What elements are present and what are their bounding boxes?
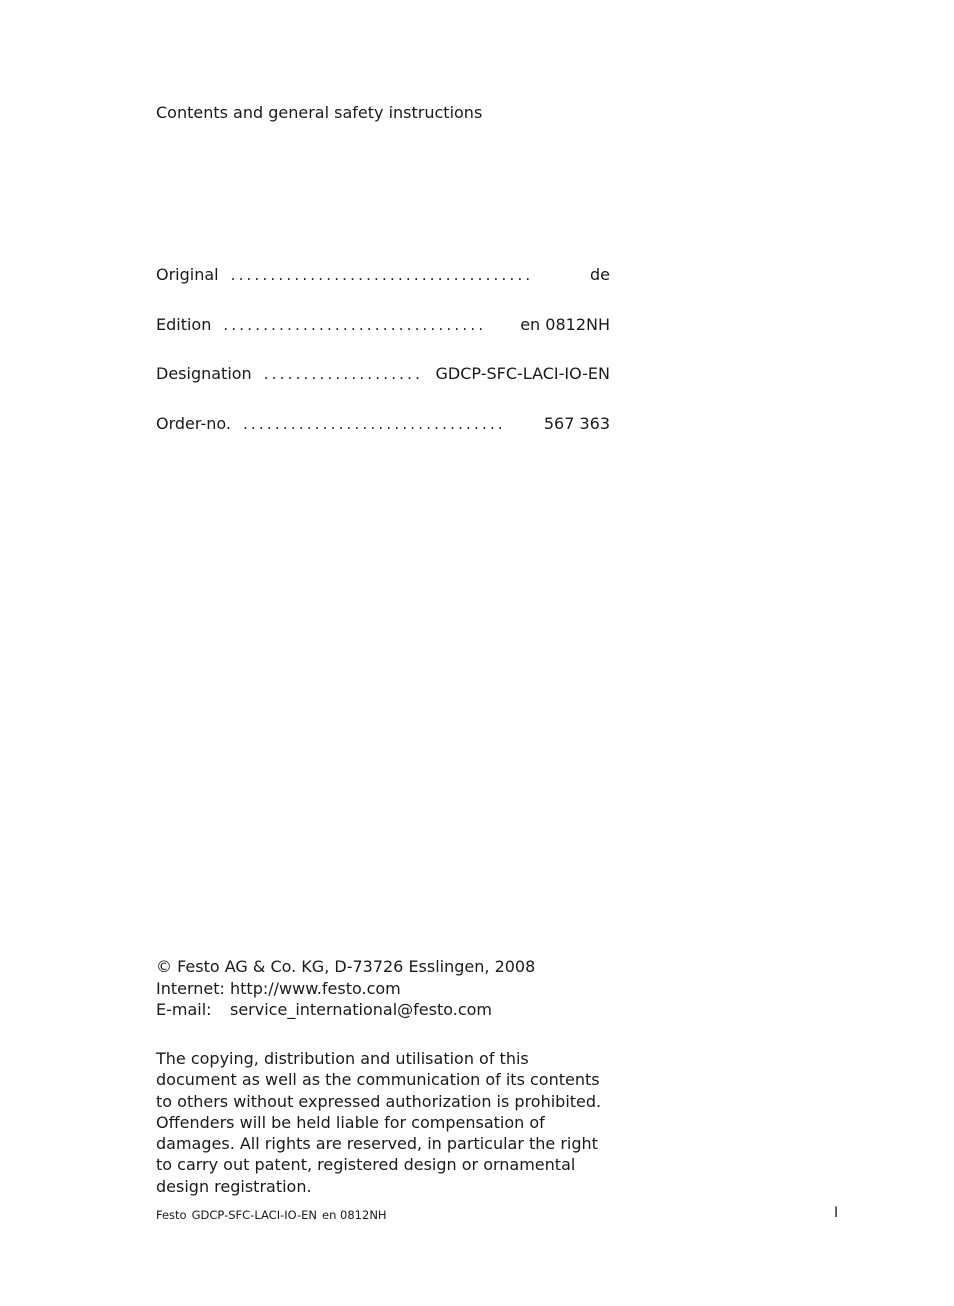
dot-leader: .................... xyxy=(263,365,424,384)
legal-notice: The copying, distribution and utilisation of this document as well as the communication of its contents to others without expressed authorization is prohibited. Offenders will be held liable for compensation of damages. All rights are reserved, in particular the right to carry out patent, registered design or ornamental design registration. xyxy=(156,1049,602,1196)
internet-label: Internet: xyxy=(156,978,225,998)
internet-link[interactable]: http://www.festo.com xyxy=(230,978,401,998)
page-footer xyxy=(156,1207,387,1223)
document-info-row-designation xyxy=(156,363,610,385)
email-link[interactable]: service_international@festo.com xyxy=(230,1000,493,1019)
info-value: de xyxy=(590,265,610,284)
page-header-title: Contents and general safety instructions xyxy=(156,103,483,122)
footer-edition: en 0812NH xyxy=(322,1208,387,1222)
dot-leader: ...................................... xyxy=(230,266,534,284)
footer-brand: Festo xyxy=(156,1208,187,1222)
info-value: en 0812NH xyxy=(520,314,610,334)
email-line xyxy=(156,999,535,1021)
contact-block xyxy=(156,956,535,1021)
dot-leader: ................................. xyxy=(242,414,506,433)
email-label: E-mail: xyxy=(156,1000,212,1019)
footer-designation: GDCP-SFC-LACI-IO-EN xyxy=(191,1208,318,1222)
info-value: GDCP-SFC-LACI-IO-EN xyxy=(435,364,610,384)
info-label: Edition xyxy=(156,314,212,334)
info-value: 567 363 xyxy=(543,413,610,433)
document-info-list xyxy=(156,264,610,462)
info-label: Original xyxy=(156,265,219,284)
document-info-row-order-no xyxy=(156,413,610,435)
dot-leader: ................................. xyxy=(223,315,487,334)
document-info-row-edition xyxy=(156,314,610,336)
info-label: Order-no. xyxy=(156,413,231,433)
page-number: I xyxy=(834,1205,839,1221)
internet-line xyxy=(156,978,535,1000)
info-label: Designation xyxy=(156,364,252,384)
copyright-line: © Festo AG & Co. KG, D-73726 Esslingen, 2008 xyxy=(156,957,536,976)
document-info-row-original xyxy=(156,264,610,286)
